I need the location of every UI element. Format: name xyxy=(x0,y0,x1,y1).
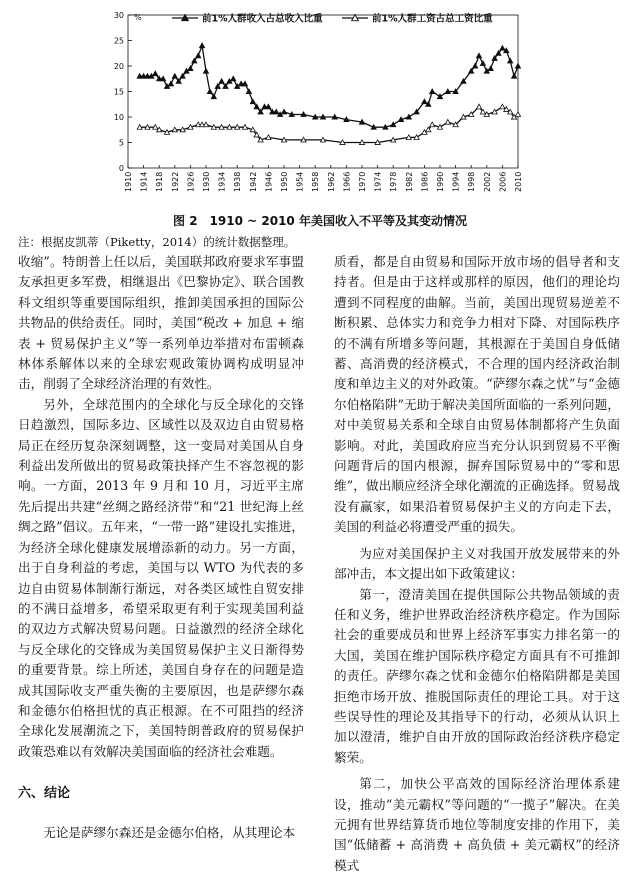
paragraph: 第二，加快公平高效的国际经济治理体系建设，推动“美元霸权”等问题的“一揽子”解决。在美元拥有世界结算货币地位等制度安排的作用下，美国“低储蓄 + 高消费 + 高负债 + 美元霸权”的经济模式 xyxy=(334,776,620,872)
data-point xyxy=(196,53,201,58)
chart-axes xyxy=(114,11,523,192)
data-point xyxy=(231,76,236,81)
data-point xyxy=(488,66,493,71)
paragraph: 收缩”。特朗普上任以后，美国联邦政府要求军事盟友承担更多军费，相继退出《巴黎协定》、联合国教科文组织等重要国际组织，推卸美国承担的国际公共物品的供给责任。同时，美国“税改 + 加息 + 缩表 + 贸易保护主义”等一系列单边举措对布雷顿森林体系解体以来的全球宏观政策协调构成明显冲击，削弱了全球经济治理的有效性。 xyxy=(18,254,304,392)
data-point xyxy=(168,81,173,86)
y-tick-label: 20 xyxy=(113,62,124,71)
series-top1-wage xyxy=(137,104,520,144)
data-point xyxy=(430,89,435,94)
paragraph: 为应对美国保护主义对我国开放发展带来的外部冲击，本文提出如下政策建议： xyxy=(334,545,620,582)
x-tick-label: 1930 xyxy=(202,171,211,192)
data-point xyxy=(281,109,286,114)
chart-series xyxy=(137,43,520,145)
x-tick-label: 2010 xyxy=(514,171,523,192)
legend-label: 前1%人群工资占总工资比重 xyxy=(372,13,493,25)
x-tick-label: 1914 xyxy=(139,171,149,192)
chart-legend xyxy=(172,13,493,25)
data-point xyxy=(500,104,505,109)
data-point xyxy=(200,43,205,48)
paragraph: 第一，澄清美国在提供国际公共物品领域的责任和义务，维护世界政治经济秩序稳定。作为国际社会的重要成员和世界上经济军事实力排名第一的大国，美国在维护国际秩序稳定方面具有不可推卸的责任。萨缪尔森之忧和金德尔伯格陷阱都是美国拒绝市场开放、推脱国际责任的理论工具。对于这些误导性的理论及其指导下的行动，必须从认识上加以澄清，维护自由开放的国际政治经济秩序稳定繁荣。 xyxy=(334,586,620,765)
paragraph: 另外，全球范围内的全球化与反全球化的交锋日趋激烈，国际多边、区域性以及双边自由贸易格局正在经历复杂深刻调整，这一变局对美国从自身利益出发所做出的贸易政策抉择产生不容忽视的影响。一方面，2013 年 9 月和 10 月，习近平主席先后提出共建“丝绸之路经济带”和“21 世纪海上丝绸之路”倡议。五年来，“一带一路”建设扎实推进，为经济全球化健康发展增添新的动力。另一方面，出于自身利益的考虑，美国与以 WTO 为代表的多边自由贸易体制渐行渐远，对各类区域性自贸安排的不满日益增多，希望采取更有利于实现美国利益的双边方式解决贸易问题。日益激烈的经济全球化与反全球化的交锋成为美国贸易保护主义日渐得势的重要背景。综上所述，美国自身存在的问题是造成其国际收支严重失衡的主要原因，也是萨缪尔森和金德尔伯格担忧的真正根源。在不可阻挡的经济全球化发展潮流之下，美国特朗普政府的贸易保护政策恐难以有效解决美国面临的经济社会难题。 xyxy=(18,396,304,759)
left-column xyxy=(18,252,304,843)
x-tick-label: 1954 xyxy=(295,171,305,192)
data-point xyxy=(473,63,478,68)
y-tick-label: 10 xyxy=(113,113,124,122)
x-tick-label: 1962 xyxy=(326,171,336,192)
data-point xyxy=(153,71,158,76)
x-tick-label: 1958 xyxy=(311,171,321,192)
x-tick-label: 1970 xyxy=(358,171,367,192)
x-tick-label: 1934 xyxy=(217,171,227,192)
x-tick-label: 1974 xyxy=(373,171,383,192)
data-point xyxy=(500,46,505,51)
data-point xyxy=(430,122,435,127)
paragraph: 无论是萨缪尔森还是金德尔伯格，从其理论本 xyxy=(43,824,296,840)
x-tick-label: 1990 xyxy=(436,171,445,192)
data-point xyxy=(515,112,520,117)
data-point xyxy=(246,89,251,94)
y-tick-label: 15 xyxy=(113,87,124,97)
x-tick-label: 1938 xyxy=(233,171,243,192)
plot-frame xyxy=(128,15,518,168)
figure-caption: 图 2 1910 ~ 2010 年美国收入不平等及其变动情况 xyxy=(173,214,467,228)
y-tick-label: 30 xyxy=(113,11,124,20)
x-tick-label: 1942 xyxy=(248,171,258,192)
data-point xyxy=(445,120,450,125)
data-point xyxy=(219,79,224,84)
x-tick-label: 1950 xyxy=(280,171,289,192)
data-point xyxy=(515,63,520,68)
data-point xyxy=(207,89,212,94)
x-tick-label: 2006 xyxy=(498,171,508,192)
data-point xyxy=(188,66,193,71)
data-point xyxy=(250,99,255,104)
data-point xyxy=(476,53,481,58)
x-tick-label: 1966 xyxy=(342,171,352,192)
x-tick-label: 1982 xyxy=(404,171,414,192)
data-point xyxy=(512,74,517,79)
section-heading: 六、结论 xyxy=(18,786,71,802)
x-tick-label: 1910 xyxy=(124,171,133,192)
data-point xyxy=(508,58,513,63)
x-tick-label: 1946 xyxy=(264,171,274,192)
figure-note: 注：根据皮凯蒂（Piketty，2014）的统计数据整理。 xyxy=(18,235,296,249)
income-inequality-chart xyxy=(0,0,640,215)
y-unit-label: % xyxy=(134,13,142,22)
data-point xyxy=(480,61,485,66)
y-tick-label: 0 xyxy=(118,164,124,173)
paragraph: 质看，都是自由贸易和国际开放市场的倡导者和支持者。但是由于这样或那样的原因，他们的理论均遭到不同程度的曲解。当前，美国出现贸易逆差不断积累、总体实力和竞争力相对下降、对国际秩序的不满有所增多等问题，其根源在于美国自身低储蓄、高消费的经济模式，不合理的国内经济政治制度和单边主义的对外政策。“萨缪尔森之忧”与“金德尔伯格陷阱”无助于解决美国所面临的一系列问题，对中美贸易关系和全球自由贸易体制都将产生负面影响。对此，美国政府应当充分认识到贸易不平衡问题背后的国内根源，摒弃国际贸易中的“零和思维”，做出顺应经济全球化潮流的正确选择。贸易战没有赢家，如果沿着贸易保护主义的方向走下去，美国的利益必将遭受严重的损失。 xyxy=(334,254,620,535)
x-tick-label: 1922 xyxy=(170,171,180,192)
x-tick-label: 1978 xyxy=(389,171,399,192)
x-tick-label: 1998 xyxy=(467,171,477,192)
x-tick-label: 1994 xyxy=(451,171,461,192)
data-point xyxy=(203,69,208,74)
x-tick-label: 2002 xyxy=(482,171,492,192)
right-column xyxy=(334,252,620,872)
y-tick-label: 25 xyxy=(113,36,124,46)
legend-label: 前1%人群收入占总收入比重 xyxy=(202,13,323,25)
x-tick-label: 1926 xyxy=(186,171,196,192)
x-tick-label: 1918 xyxy=(155,171,165,192)
x-tick-label: 1986 xyxy=(420,171,430,192)
y-tick-label: 5 xyxy=(118,138,124,148)
data-point xyxy=(172,74,177,79)
data-point xyxy=(422,99,427,104)
data-point xyxy=(476,104,481,109)
